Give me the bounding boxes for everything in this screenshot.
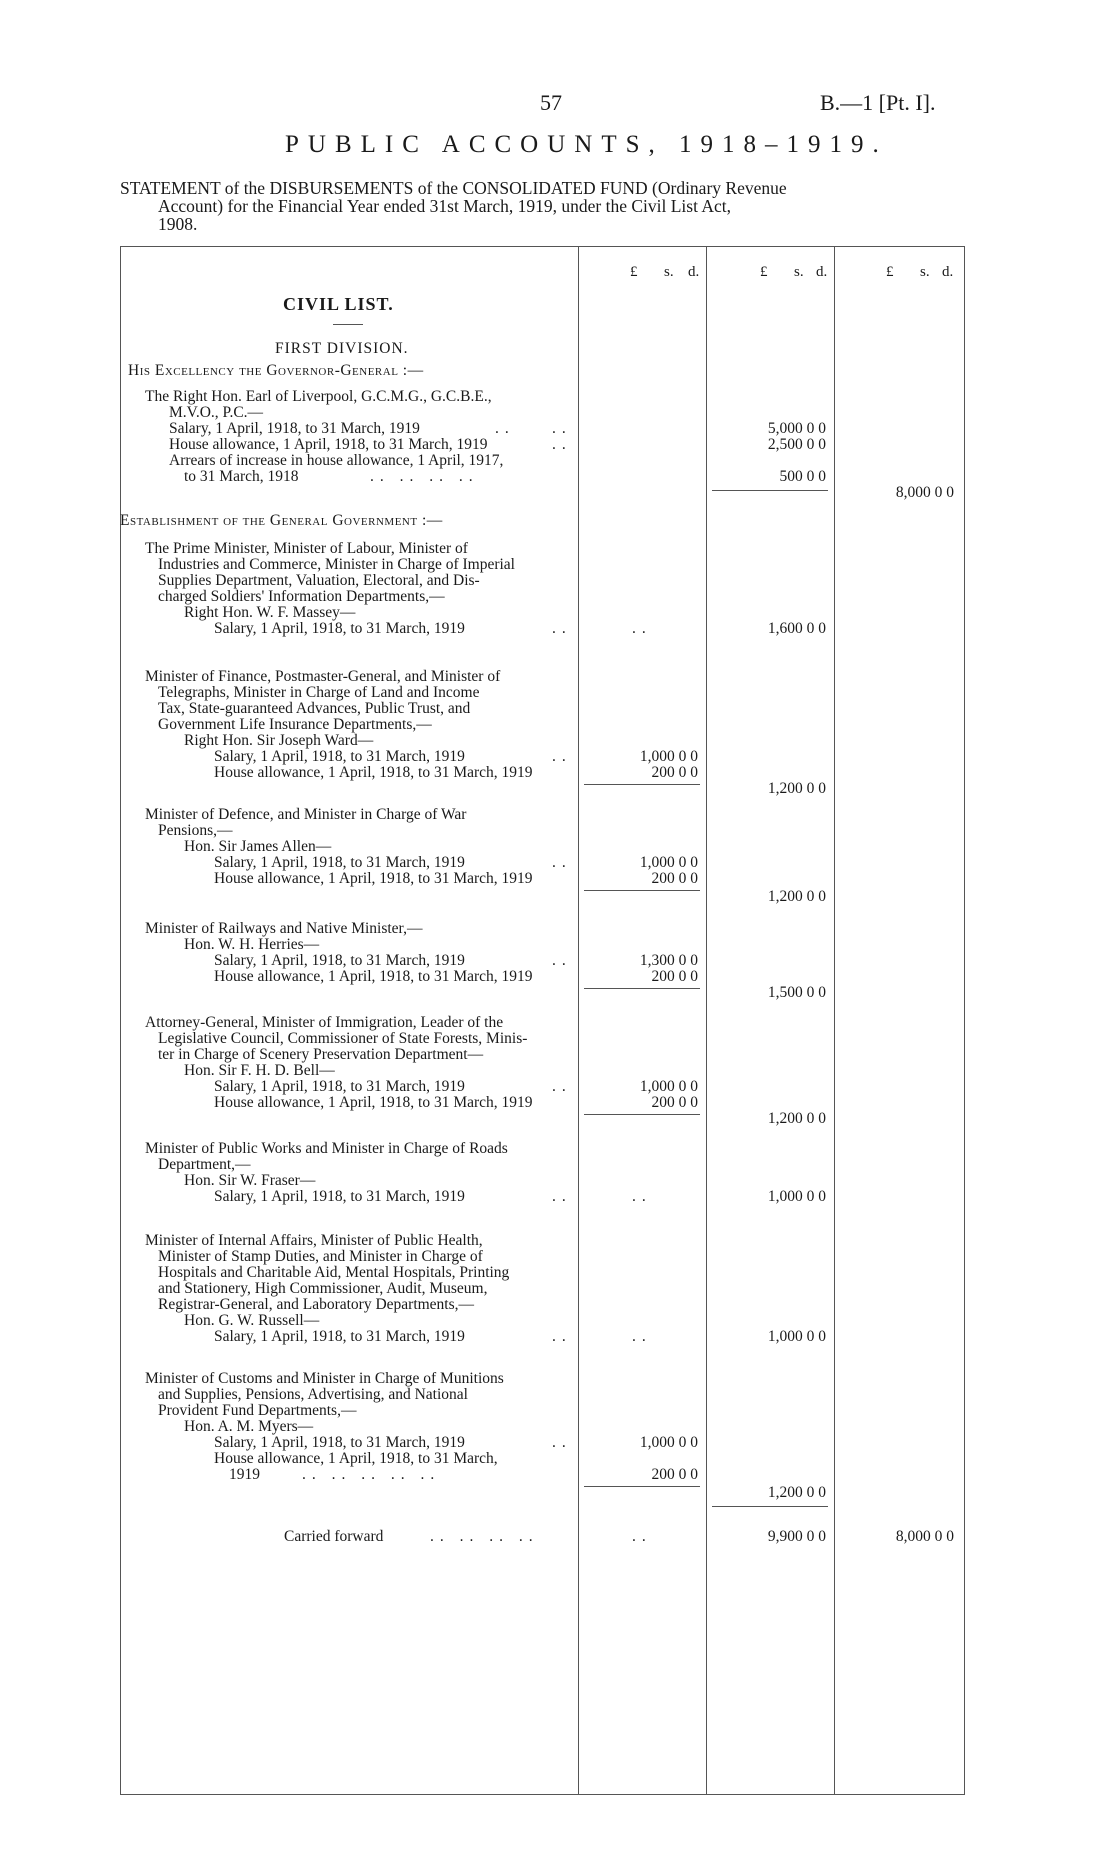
governor-salary-amount: 5,000 0 0 [767, 420, 826, 437]
subtotal-rule [584, 1486, 700, 1487]
pm-line-4: charged Soldiers' Information Departments,— [158, 588, 445, 605]
attorney-line-2: Legislative Council, Commissioner of State Forests, Minis- [158, 1030, 528, 1047]
customs-name: Hon. A. M. Myers— [184, 1418, 314, 1435]
defence-total: 1,200 0 0 [767, 888, 826, 905]
subtotal-rule [712, 490, 828, 491]
leader-dots: .. .. .. .. [370, 468, 479, 485]
table-top-rule [120, 246, 965, 247]
internal-salary: Salary, 1 April, 1918, to 31 March, 1919 [214, 1328, 465, 1345]
customs-line-2: and Supplies, Pensions, Advertising, and National [158, 1386, 468, 1403]
leader-dots: .. [552, 748, 572, 765]
attorney-allowance-amount: 200 0 0 [651, 1094, 698, 1111]
col2-pound-header: £ [760, 264, 768, 280]
internal-line-2: Minister of Stamp Duties, and Minister in Charge of [158, 1248, 483, 1265]
statement-line-1: STATEMENT of the DISBURSEMENTS of the CONSOLIDATED FUND (Ordinary Revenue [120, 178, 787, 198]
attorney-house-allowance: House allowance, 1 April, 1918, to 31 March, 1919 [214, 1094, 533, 1111]
page-title: PUBLIC ACCOUNTS, 1918–1919. [285, 131, 888, 158]
leader-dots: .. [632, 1328, 652, 1345]
section-title: CIVIL LIST. [283, 294, 394, 314]
finance-total: 1,200 0 0 [767, 780, 826, 797]
governor-arrears: Arrears of increase in house allowance, 1 April, 1917, [169, 452, 504, 469]
works-salary: Salary, 1 April, 1918, to 31 March, 1919 [214, 1188, 465, 1205]
defence-allowance-amount: 200 0 0 [651, 870, 698, 887]
finance-line-2: Telegraphs, Minister in Charge of Land and Income [158, 684, 480, 701]
finance-salary: Salary, 1 April, 1918, to 31 March, 1919 [214, 748, 465, 765]
governor-line-2: M.V.O., P.C.— [169, 404, 264, 421]
col2-shilling-header: s. [794, 264, 804, 280]
leader-dots: .. [632, 620, 652, 637]
governor-line-1: The Right Hon. Earl of Liverpool, G.C.M.G., G.C.B.E., [145, 388, 492, 405]
column-rule-3 [834, 246, 835, 1794]
internal-line-3: Hospitals and Charitable Aid, Mental Hospitals, Printing [158, 1264, 510, 1281]
leader-dots: .. [552, 1078, 572, 1095]
customs-total: 1,200 0 0 [767, 1484, 826, 1501]
pm-line-2: Industries and Commerce, Minister in Charge of Imperial [158, 556, 515, 573]
table-right-rule [964, 246, 965, 1794]
finance-line-1: Minister of Finance, Postmaster-General, and Minister of [145, 668, 501, 685]
customs-line-1: Minister of Customs and Minister in Charge of Munitions [145, 1370, 504, 1387]
document-reference: B.—1 [Pt. I]. [820, 90, 936, 115]
division-title: FIRST DIVISION. [275, 340, 409, 357]
finance-allowance-amount: 200 0 0 [651, 764, 698, 781]
governor-house-allowance: House allowance, 1 April, 1918, to 31 March, 1919 [169, 436, 488, 453]
leader-dots: .. [552, 952, 572, 969]
carried-forward-col2: 9,900 0 0 [767, 1528, 826, 1545]
leader-dots: .. [632, 1188, 652, 1205]
pm-name: Right Hon. W. F. Massey— [184, 604, 356, 621]
col1-pound-header: £ [630, 264, 638, 280]
leader-dots: .. [632, 1528, 652, 1545]
customs-salary: Salary, 1 April, 1918, to 31 March, 1919 [214, 1434, 465, 1451]
subtotal-rule [584, 1114, 700, 1115]
leader-dots: .. [552, 854, 572, 871]
governor-arrears-period: to 31 March, 1918 [184, 468, 299, 485]
finance-line-3: Tax, State-guaranteed Advances, Public Trust, and [158, 700, 471, 717]
col3-pound-header: £ [886, 264, 894, 280]
works-line-2: Department,— [158, 1156, 251, 1173]
table-left-rule [120, 246, 121, 1794]
finance-salary-amount: 1,000 0 0 [639, 748, 698, 765]
col1-shilling-header: s. [664, 264, 674, 280]
attorney-salary: Salary, 1 April, 1918, to 31 March, 1919 [214, 1078, 465, 1095]
carried-forward-col3: 8,000 0 0 [895, 1528, 954, 1545]
col2-pence-header: d. [816, 264, 828, 280]
railways-salary-amount: 1,300 0 0 [639, 952, 698, 969]
internal-line-5: Registrar-General, and Laboratory Departments,— [158, 1296, 475, 1313]
pm-salary: Salary, 1 April, 1918, to 31 March, 1919 [214, 620, 465, 637]
defence-line-1: Minister of Defence, and Minister in Charge of War [145, 806, 467, 823]
col3-pence-header: d. [942, 264, 954, 280]
title-rule [333, 324, 363, 325]
defence-line-2: Pensions,— [158, 822, 233, 839]
customs-house-allowance: House allowance, 1 April, 1918, to 31 March, [214, 1450, 498, 1467]
works-line-1: Minister of Public Works and Minister in Charge of Roads [145, 1140, 508, 1157]
attorney-name: Hon. Sir F. H. D. Bell— [184, 1062, 335, 1079]
leader-dots: .. [552, 436, 572, 453]
works-name: Hon. Sir W. Fraser— [184, 1172, 316, 1189]
page-number: 57 [540, 90, 562, 115]
finance-house-allowance: House allowance, 1 April, 1918, to 31 March, 1919 [214, 764, 533, 781]
customs-house-allowance-year: 1919 [229, 1466, 260, 1483]
table-bottom-rule [120, 1794, 965, 1795]
governor-total: 8,000 0 0 [895, 484, 954, 501]
internal-salary-amount: 1,000 0 0 [767, 1328, 826, 1345]
establishment-heading: Establishment of the General Government :— [120, 512, 443, 529]
leader-dots: .. [552, 1434, 572, 1451]
pm-salary-amount: 1,600 0 0 [767, 620, 826, 637]
leader-dots: .. [552, 420, 572, 437]
column-rule-1 [578, 246, 579, 1794]
governor-heading: His Excellency the Governor-General :— [128, 362, 424, 379]
col3-shilling-header: s. [920, 264, 930, 280]
attorney-total: 1,200 0 0 [767, 1110, 826, 1127]
customs-salary-amount: 1,000 0 0 [639, 1434, 698, 1451]
internal-line-1: Minister of Internal Affairs, Minister of Public Health, [145, 1232, 483, 1249]
subtotal-rule [584, 890, 700, 891]
finance-name: Right Hon. Sir Joseph Ward— [184, 732, 374, 749]
attorney-line-1: Attorney-General, Minister of Immigration, Leader of the [145, 1014, 504, 1031]
pm-line-1: The Prime Minister, Minister of Labour, Minister of [145, 540, 468, 557]
attorney-salary-amount: 1,000 0 0 [639, 1078, 698, 1095]
pm-line-3: Supplies Department, Valuation, Electoral, and Dis- [158, 572, 480, 589]
governor-allowance-amount: 2,500 0 0 [767, 436, 826, 453]
customs-allowance-amount: 200 0 0 [651, 1466, 698, 1483]
internal-name: Hon. G. W. Russell— [184, 1312, 320, 1329]
subtotal-rule [584, 988, 700, 989]
railways-name: Hon. W. H. Herries— [184, 936, 320, 953]
railways-salary: Salary, 1 April, 1918, to 31 March, 1919 [214, 952, 465, 969]
subtotal-rule [584, 784, 700, 785]
defence-house-allowance: House allowance, 1 April, 1918, to 31 March, 1919 [214, 870, 533, 887]
leader-dots: .. .. .. .. .. [302, 1466, 441, 1483]
col1-pence-header: d. [688, 264, 700, 280]
governor-salary: Salary, 1 April, 1918, to 31 March, 1919 [169, 420, 420, 437]
leader-dots: .. [552, 620, 572, 637]
railways-house-allowance: House allowance, 1 April, 1918, to 31 March, 1919 [214, 968, 533, 985]
defence-name: Hon. Sir James Allen— [184, 838, 332, 855]
railways-allowance-amount: 200 0 0 [651, 968, 698, 985]
attorney-line-3: ter in Charge of Scenery Preservation Department— [158, 1046, 484, 1063]
railways-line-1: Minister of Railways and Native Minister,— [145, 920, 423, 937]
customs-line-3: Provident Fund Departments,— [158, 1402, 357, 1419]
carried-rule [712, 1506, 828, 1507]
leader-dots: .. .. .. .. [430, 1528, 539, 1545]
statement-line-3: 1908. [158, 214, 198, 234]
defence-salary: Salary, 1 April, 1918, to 31 March, 1919 [214, 854, 465, 871]
railways-total: 1,500 0 0 [767, 984, 826, 1001]
leader-dots: .. [552, 1188, 572, 1205]
carried-forward-label: Carried forward [284, 1528, 384, 1545]
works-salary-amount: 1,000 0 0 [767, 1188, 826, 1205]
defence-salary-amount: 1,000 0 0 [639, 854, 698, 871]
finance-line-4: Government Life Insurance Departments,— [158, 716, 432, 733]
leader-dots: .. [495, 420, 515, 437]
governor-arrears-amount: 500 0 0 [779, 468, 826, 485]
leader-dots: .. [552, 1328, 572, 1345]
statement-line-2: Account) for the Financial Year ended 31st March, 1919, under the Civil List Act, [158, 196, 732, 216]
internal-line-4: and Stationery, High Commissioner, Audit, Museum, [158, 1280, 488, 1297]
